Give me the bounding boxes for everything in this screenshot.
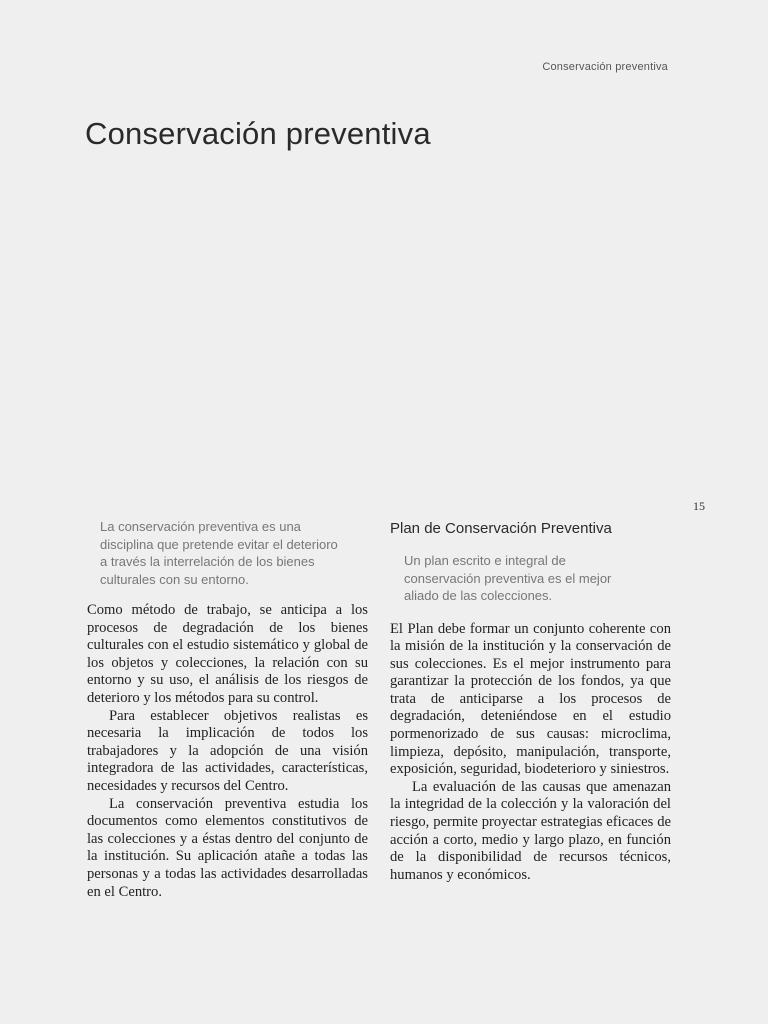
body-paragraph: Para establecer objetivos realistas es necesaria la implicación de todos los trabajadores y la adopción de una visión integradora de las actividades, características, necesidades y recursos del Centro.: [87, 707, 368, 794]
right-column: [390, 518, 671, 884]
body-paragraph: La evaluación de las causas que amenazan la integridad de la colección y la valoración del riesgo, permite proyectar estrategias eficaces de acción a corto, medio y largo plazo, en función de la disponibilidad de recursos técnicos, humanos y económicos.: [390, 778, 671, 883]
page-number: 15: [693, 499, 705, 513]
left-pullquote: La conservación preventiva es una disciplina que pretende evitar el deterioro a través la interrelación de los bienes culturales con su entorno.: [100, 519, 338, 587]
chapter-title: Conservación preventiva: [85, 116, 431, 151]
body-paragraph: Como método de trabajo, se anticipa a los procesos de degradación de los bienes culturales con el estudio sistemático y global de los objetos y colecciones, la relación con su entorno y su uso, el análisis de los riesgos de deterioro y los métodos para su control.: [87, 602, 368, 706]
section-heading: Plan de Conservación Preventiva: [390, 520, 612, 537]
running-header: Conservación preventiva: [542, 61, 668, 73]
body-paragraph: La conservación preventiva estudia los documentos como elementos constitutivos de las colecciones y a éstas dentro del conjunto de la institución. Su aplicación atañe a todas las personas y a todas las actividades desarrolladas en el Centro.: [87, 795, 368, 900]
right-pullquote: Un plan escrito e integral de conservación preventiva es el mejor aliado de las colecciones.: [404, 553, 612, 603]
body-paragraph: El Plan debe formar un conjunto coherente con la misión de la institución y la conservación de sus colecciones. Es el mejor instrumento para garantizar la protección de los fondos, ya que trata de anticiparse a los procesos de degradación, deteniéndose en el estudio pormenorizado de sus causas: microclima, limpieza, depósito, manipulación, transporte, exposición, seguridad, biodeterioro y siniestros.: [390, 620, 671, 778]
left-column: [87, 518, 368, 901]
